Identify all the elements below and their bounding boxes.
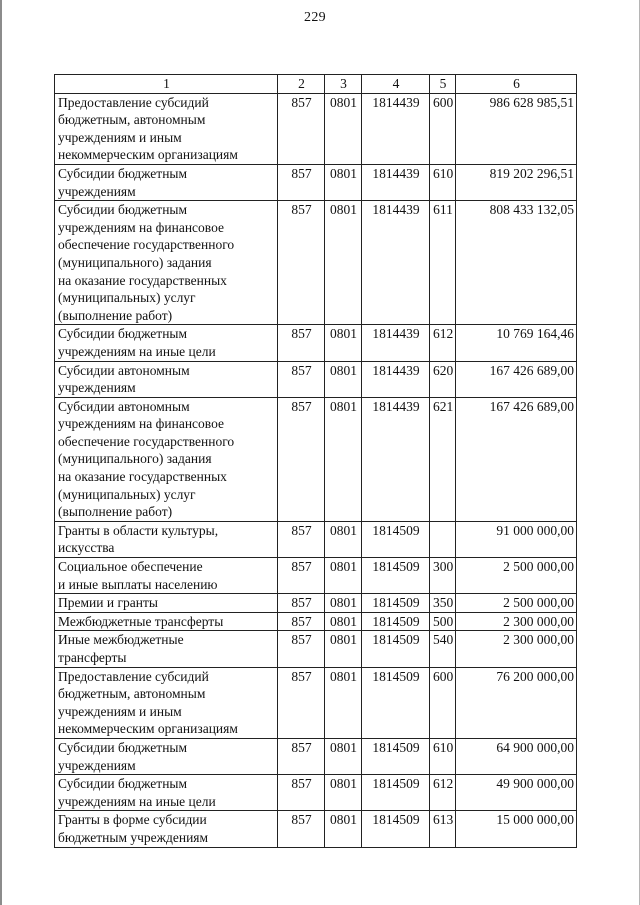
page-number: 229 [304,10,326,25]
row-name [55,93,278,164]
row-name-line: на оказание государственных [58,469,227,485]
row-amount: 819 202 296,51 [456,164,577,200]
row-expense-type-code: 540 [430,631,456,667]
budget-table [54,74,577,848]
row-name-line: (выполнение работ) [58,504,173,520]
row-name-line: Межбюджетные трансферты [58,613,224,629]
row-department-code: 857 [278,361,325,397]
row-name-line: Субсидии автономным [58,362,190,378]
column-header-name: 1 [55,75,278,94]
row-expense-type-code: 350 [430,594,456,613]
table-row [55,93,577,164]
row-name-line: Субсидии бюджетным [58,739,188,755]
row-name [55,201,278,325]
row-section-code: 0801 [325,811,362,847]
row-name-line: учреждениям на иные цели [58,793,216,809]
row-name-line: Гранты в области культуры, [58,522,219,538]
row-target-article-code: 1814439 [362,325,430,361]
row-department-code: 857 [278,93,325,164]
table-row [55,811,577,847]
row-name-line: Субсидии бюджетным [58,165,188,181]
row-amount: 2 300 000,00 [456,631,577,667]
row-section-code: 0801 [325,164,362,200]
table-row [55,521,577,557]
row-name [55,775,278,811]
column-header-department: 2 [278,75,325,94]
row-amount: 2 500 000,00 [456,594,577,613]
row-name-line: Гранты в форме субсидии [58,812,207,828]
row-section-code: 0801 [325,631,362,667]
row-name-line: (выполнение работ) [58,307,173,323]
row-department-code: 857 [278,631,325,667]
scan-left-edge [0,0,2,905]
row-expense-type-code: 500 [430,612,456,631]
row-name-line: обеспечение государственного [58,433,235,449]
row-expense-type-code: 621 [430,397,456,521]
row-name-line: учреждениям на иные цели [58,343,216,359]
table-row [55,325,577,361]
row-name-line: учреждениям [58,380,136,396]
row-name [55,738,278,774]
table-row [55,631,577,667]
row-target-article-code: 1814509 [362,521,430,557]
row-expense-type-code: 612 [430,775,456,811]
row-amount: 167 426 689,00 [456,361,577,397]
column-header-expense-type: 5 [430,75,456,94]
row-section-code: 0801 [325,325,362,361]
table-row [55,164,577,200]
row-name [55,397,278,521]
row-section-code: 0801 [325,738,362,774]
row-expense-type-code: 611 [430,201,456,325]
row-name-line: Премии и гранты [58,595,158,611]
row-expense-type-code: 300 [430,558,456,594]
row-amount: 10 769 164,46 [456,325,577,361]
row-name-line: учреждениям и иным [58,129,182,145]
row-expense-type-code: 610 [430,738,456,774]
row-amount: 986 628 985,51 [456,93,577,164]
row-name [55,612,278,631]
row-department-code: 857 [278,594,325,613]
table-body [55,93,577,847]
row-section-code: 0801 [325,201,362,325]
header-row [55,75,577,94]
row-name [55,594,278,613]
row-name-line: обеспечение государственного [58,237,235,253]
row-target-article-code: 1814509 [362,738,430,774]
row-name [55,811,278,847]
row-name-line: Социальное обеспечение [58,559,203,575]
row-name-line: учреждениям [58,183,136,199]
row-name-line: Субсидии автономным [58,398,190,414]
row-name-line: Иные межбюджетные [58,632,184,648]
row-amount: 15 000 000,00 [456,811,577,847]
table-row [55,775,577,811]
row-section-code: 0801 [325,775,362,811]
row-name-line: некоммерческим организациям [58,147,238,163]
row-expense-type-code [430,521,456,557]
row-department-code: 857 [278,558,325,594]
row-name-line: (муниципальных) услуг [58,486,196,502]
column-header-target-article: 4 [362,75,430,94]
row-department-code: 857 [278,775,325,811]
row-expense-type-code: 620 [430,361,456,397]
row-amount: 2 300 000,00 [456,612,577,631]
row-target-article-code: 1814439 [362,93,430,164]
table-row [55,594,577,613]
row-target-article-code: 1814509 [362,811,430,847]
table-row [55,738,577,774]
row-target-article-code: 1814439 [362,361,430,397]
row-name-line: (муниципального) задания [58,451,212,467]
row-name-line: трансферты [58,650,127,665]
row-target-article-code: 1814509 [362,558,430,594]
row-section-code: 0801 [325,594,362,613]
row-name-line: бюджетным, автономным [58,686,206,702]
row-expense-type-code: 600 [430,93,456,164]
row-name-line: Субсидии бюджетным [58,326,188,342]
row-target-article-code: 1814509 [362,594,430,613]
row-department-code: 857 [278,521,325,557]
row-name-line: учреждениям и иным [58,703,182,719]
row-amount: 2 500 000,00 [456,558,577,594]
row-target-article-code: 1814509 [362,775,430,811]
row-section-code: 0801 [325,612,362,631]
row-section-code: 0801 [325,667,362,738]
row-name-line: бюджетным, автономным [58,112,206,128]
row-department-code: 857 [278,738,325,774]
row-name-line: Субсидии бюджетным [58,776,188,792]
row-department-code: 857 [278,397,325,521]
row-department-code: 857 [278,164,325,200]
table-row [55,612,577,631]
row-expense-type-code: 612 [430,325,456,361]
row-name-line: Субсидии бюджетным [58,202,188,218]
row-amount: 167 426 689,00 [456,397,577,521]
row-department-code: 857 [278,201,325,325]
row-amount: 76 200 000,00 [456,667,577,738]
row-department-code: 857 [278,612,325,631]
column-header-amount: 6 [456,75,577,94]
row-name-line: искусства [58,540,115,556]
row-target-article-code: 1814439 [362,397,430,521]
row-name [55,164,278,200]
row-name-line: бюджетным учреждениям [58,829,209,845]
row-section-code: 0801 [325,93,362,164]
table-row [55,397,577,521]
row-name [55,521,278,557]
row-target-article-code: 1814509 [362,667,430,738]
table-row [55,361,577,397]
row-name [55,325,278,361]
row-department-code: 857 [278,325,325,361]
row-section-code: 0801 [325,361,362,397]
row-name-line: (муниципального) задания [58,254,212,270]
row-name-line: Предоставление субсидий [58,668,209,684]
row-section-code: 0801 [325,397,362,521]
row-name-line: некоммерческим организациям [58,721,238,737]
row-name-line: на оказание государственных [58,272,227,288]
row-target-article-code: 1814439 [362,201,430,325]
row-department-code: 857 [278,667,325,738]
row-department-code: 857 [278,811,325,847]
table-row [55,558,577,594]
row-section-code: 0801 [325,558,362,594]
row-name-line: и иные выплаты населению [58,576,218,592]
row-name [55,667,278,738]
row-section-code: 0801 [325,521,362,557]
row-name-line: (муниципальных) услуг [58,290,196,306]
table-row [55,201,577,325]
row-expense-type-code: 613 [430,811,456,847]
row-target-article-code: 1814439 [362,164,430,200]
row-amount: 91 000 000,00 [456,521,577,557]
table-row [55,667,577,738]
row-expense-type-code: 610 [430,164,456,200]
row-name-line: учреждениям [58,757,136,773]
row-amount: 49 900 000,00 [456,775,577,811]
row-amount: 64 900 000,00 [456,738,577,774]
column-header-section: 3 [325,75,362,94]
row-name [55,361,278,397]
row-name [55,631,278,667]
row-name [55,558,278,594]
row-expense-type-code: 600 [430,667,456,738]
row-name-line: учреждениям на финансовое [58,219,224,235]
row-amount: 808 433 132,05 [456,201,577,325]
row-target-article-code: 1814509 [362,612,430,631]
row-name-line: учреждениям на финансовое [58,416,224,432]
row-name-line: Предоставление субсидий [58,94,209,110]
row-target-article-code: 1814509 [362,631,430,667]
